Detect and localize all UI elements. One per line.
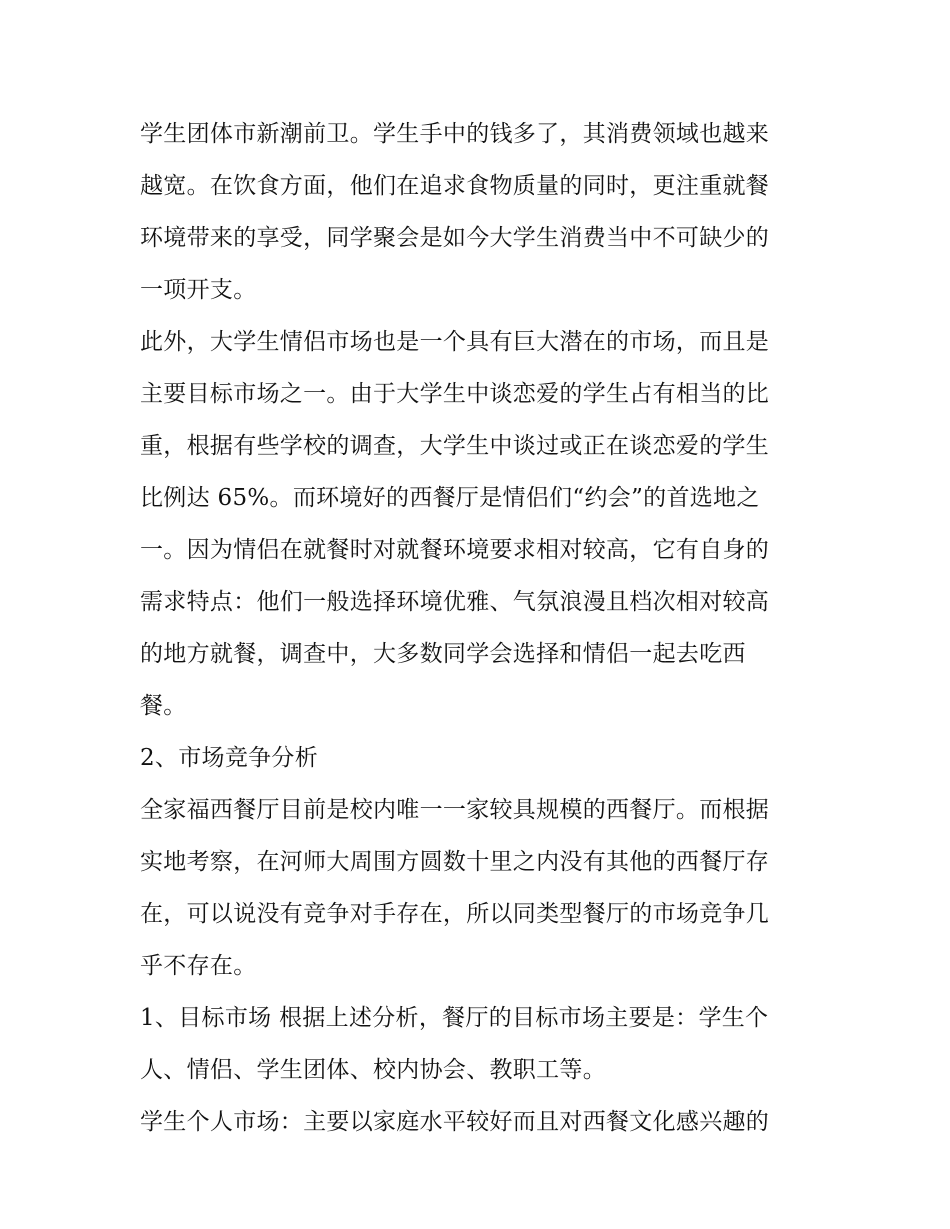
text-line: 一。因为情侣在就餐时对就餐环境要求相对较高，它有自身的 — [140, 537, 770, 563]
text-line: 重，根据有些学校的调查，大学生中谈过或正在谈恋爱的学生 — [140, 433, 770, 459]
text-line: 学生团体市新潮前卫。学生手中的钱多了，其消费领域也越来 — [140, 121, 770, 147]
text-line: 一项开支。 — [140, 277, 257, 303]
document-body — [140, 108, 820, 1148]
text-line: 越宽。在饮食方面，他们在追求食物质量的同时，更注重就餐 — [140, 173, 770, 199]
text-line: 全家福西餐厅目前是校内唯一一家较具规模的西餐厅。而根据 — [140, 797, 770, 823]
text-line: 此外，大学生情侣市场也是一个具有巨大潜在的市场，而且是 — [140, 329, 770, 355]
text-line: 环境带来的享受，同学聚会是如今大学生消费当中不可缺少的 — [140, 225, 770, 251]
text-line: 人、情侣、学生团体、校内协会、教职工等。 — [140, 1057, 606, 1083]
text-line: 餐。 — [140, 693, 187, 719]
text-line: 在，可以说没有竞争对手存在，所以同类型餐厅的市场竞争几 — [140, 901, 770, 927]
text-line: 比例达 65%。而环境好的西餐厅是情侣们“约会”的首选地之 — [140, 485, 760, 511]
section-heading: 2、市场竞争分析 — [140, 745, 319, 771]
text-line: 主要目标市场之一。由于大学生中谈恋爱的学生占有相当的比 — [140, 381, 770, 407]
text-line: 1、目标市场 根据上述分析，餐厅的目标市场主要是：学生个 — [140, 1005, 769, 1031]
text-line: 学生个人市场：主要以家庭水平较好而且对西餐文化感兴趣的 — [140, 1109, 770, 1135]
text-line: 实地考察，在河师大周围方圆数十里之内没有其他的西餐厅存 — [140, 849, 770, 875]
text-line: 的地方就餐，调查中，大多数同学会选择和情侣一起去吃西 — [140, 641, 746, 667]
text-line: 乎不存在。 — [140, 953, 257, 979]
text-line: 需求特点：他们一般选择环境优雅、气氛浪漫且档次相对较高 — [140, 589, 770, 615]
